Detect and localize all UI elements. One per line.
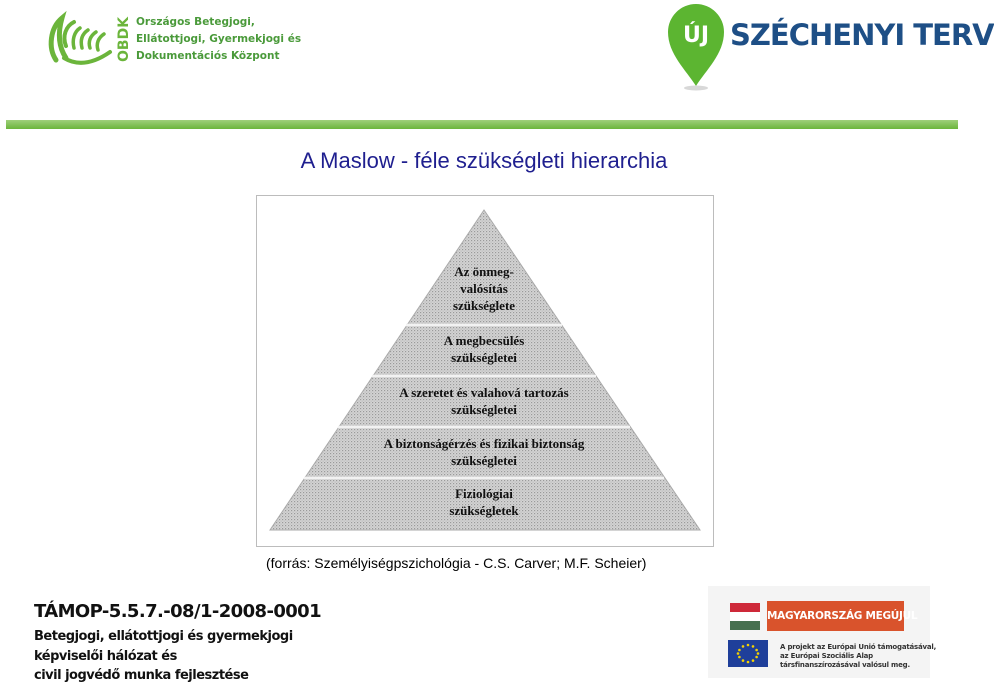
- pyramid-level-physiological: [334, 485, 634, 519]
- page-title: A Maslow - féle szükségleti hierarchia: [300, 148, 668, 173]
- level-line: szükségletei: [451, 453, 517, 468]
- pyramid-level-self-actualization: [334, 263, 634, 314]
- level-line: A biztonságérzés és fizikai biztonság: [383, 436, 585, 451]
- eu-support-line: társfinanszírozásával valósul meg.: [780, 661, 910, 669]
- level-line: szükséglete: [452, 298, 516, 313]
- level-line: Fiziológiai: [455, 486, 513, 501]
- magyarorszag-megujul-banner: MAGYARORSZÁG MEGÚJUL: [767, 601, 904, 631]
- level-line: A megbecsülés: [443, 333, 525, 348]
- level-line: A szeretet és valahová tartozás: [399, 385, 569, 400]
- level-line: szükségletek: [449, 503, 519, 518]
- pyramid-level-esteem: [334, 332, 634, 366]
- pyramid-body: [270, 210, 700, 530]
- project-code: TÁMOP-5.5.7.-08/1-2008-0001: [34, 601, 322, 622]
- level-line: szükségletei: [451, 350, 517, 365]
- project-line: Betegjogi, ellátottjogi és gyermekjogi: [34, 629, 293, 644]
- szechenyi-terv-text: SZÉCHENYI TERV: [730, 18, 994, 52]
- level-line: szükségletei: [451, 402, 517, 417]
- pyramid-level-belonging: [334, 384, 634, 418]
- level-line: valósítás: [460, 281, 508, 296]
- hungarian-flag-icon: [730, 603, 760, 630]
- obdk-acronym: OBDK: [116, 16, 132, 62]
- szechenyi-mark: ÚJ: [682, 23, 710, 48]
- project-line: civil jogvédő munka fejlesztése: [34, 668, 249, 683]
- obdk-name-line: Országos Betegjogi,: [136, 16, 255, 28]
- project-line: képviselői hálózat és: [34, 649, 177, 664]
- pyramid-level-safety: [334, 435, 634, 469]
- eu-flag-icon: [728, 640, 768, 667]
- source-caption: (forrás: Személyiségpszichológia - C.S. Carver; M.F. Scheier): [266, 555, 647, 571]
- eu-support-line: az Európai Szociális Alap: [780, 652, 873, 660]
- level-line: Az önmeg-: [454, 264, 514, 279]
- eu-support-line: A projekt az Európai Unió támogatásával,: [780, 643, 937, 651]
- obdk-name-line: Dokumentációs Központ: [136, 50, 280, 62]
- obdk-name-line: Ellátottjogi, Gyermekjogi és: [136, 33, 302, 45]
